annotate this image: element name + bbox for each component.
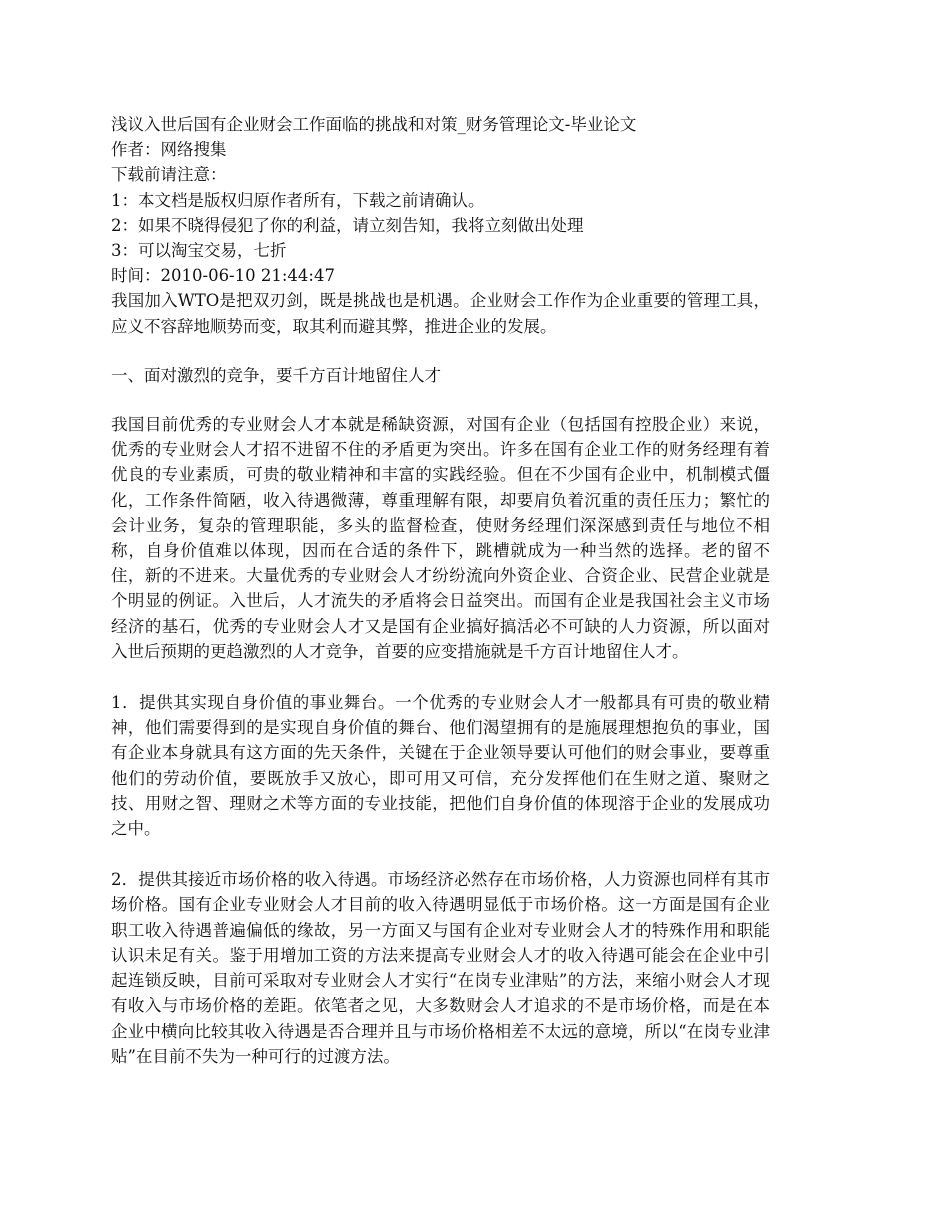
document-title: 浅议入世后国有企业财会工作面临的挑战和对策_财务管理论文-毕业论文 [111,115,637,134]
body-paragraph: 我国目前优秀的专业财会人才本就是稀缺资源，对国有企业（包括国有控股企业）来说，优秀的专业财会人才招不进留不住的矛盾更为突出。许多在国有企业工作的财务经理有着优良的专业素质，可贵的敬业精神和丰富的实践经验。但在不少国有企业中，机制模式僵化，工作条件简陋，收入待遇微薄，尊重理解有限，却要肩负着沉重的责任压力；繁忙的会计业务，复杂的管理职能，多头的监督检查，使财务经理们深深感到责任与地位不相称，自身价值难以体现，因而在合适的条件下，跳槽就成为一种当然的选择。老的留不住，新的不进来。大量优秀的专业财会人才纷纷流向外资企业、合资企业、民营企业就是个明显的例证。入世后，人才流失的矛盾将会日益突出。而国有企业是我国社会主义市场经济的基石，优秀的专业财会人才又是国有企业搞好搞活必不可缺的人力资源，所以面对入世后预期的更趋激烈的人才竞争，首要的应变措施就是千方百计地留住人才。 [111,415,770,661]
spacer [111,664,770,690]
spacer [111,339,770,363]
intro-paragraph: 我国加入WTO是把双刃剑，既是挑战也是机遇。企业财会工作作为企业重要的管理工具，应义不容辞地顺势而变，取其利而避其弊，推进企业的发展。 [111,291,770,336]
spacer [111,841,770,867]
notice-item: 3：可以淘宝交易，七折 [111,241,287,261]
section-heading: 一、面对激烈的竞争，要千方百计地留住人才 [111,365,441,385]
author-line: 作者：网络搜集 [111,140,227,160]
notice-item: 2：如果不晓得侵犯了你的利益，请立刻告知，我将立刻做出处理 [111,215,584,235]
notice-item: 1：本文档是版权归原作者所有，下载之前请确认。 [111,190,485,210]
body-paragraph: 1．提供其实现自身价值的事业舞台。一个优秀的专业财会人才一般都具有可贵的敬业精神，他们需要得到的是实现自身价值的舞台、他们渴望拥有的是施展理想抱负的事业，国有企业本身就具有这方面的先天条件，关键在于企业领导要认可他们的财会事业，要尊重他们的劳动价值，要既放手又放心，即可用又可信，充分发挥他们在生财之道、聚财之技、用财之智、理财之术等方面的专业技能，把他们自身价值的体现溶于企业的发展成功之中。 [111,693,770,839]
body-paragraph: 2．提供其接近市场价格的收入待遇。市场经济必然存在市场价格，人力资源也同样有其市场价格。国有企业专业财会人才目前的收入待遇明显低于市场价格。这一方面是国有企业职工收入待遇普遍偏低的缘故，另一方面又与国有企业对专业财会人才的特殊作用和职能认识未足有关。鉴于用增加工资的方法来提高专业财会人才的收入待遇可能会在企业中引起连锁反映，目前可采取对专业财会人才实行“在岗专业津贴”的方法，来缩小财会人才现有收入与市场价格的差距。依笔者之见，大多数财会人才追求的不是市场价格，而是在本企业中横向比较其收入待遇是否合理并且与市场价格相差不太远的意境，所以“在岗专业津贴”在目前不失为一种可行的过渡方法。 [111,870,770,1066]
time-line: 时间：2010-06-10 21:44:47 [111,266,335,286]
spacer [111,388,770,412]
notice-heading: 下载前请注意： [111,165,227,185]
